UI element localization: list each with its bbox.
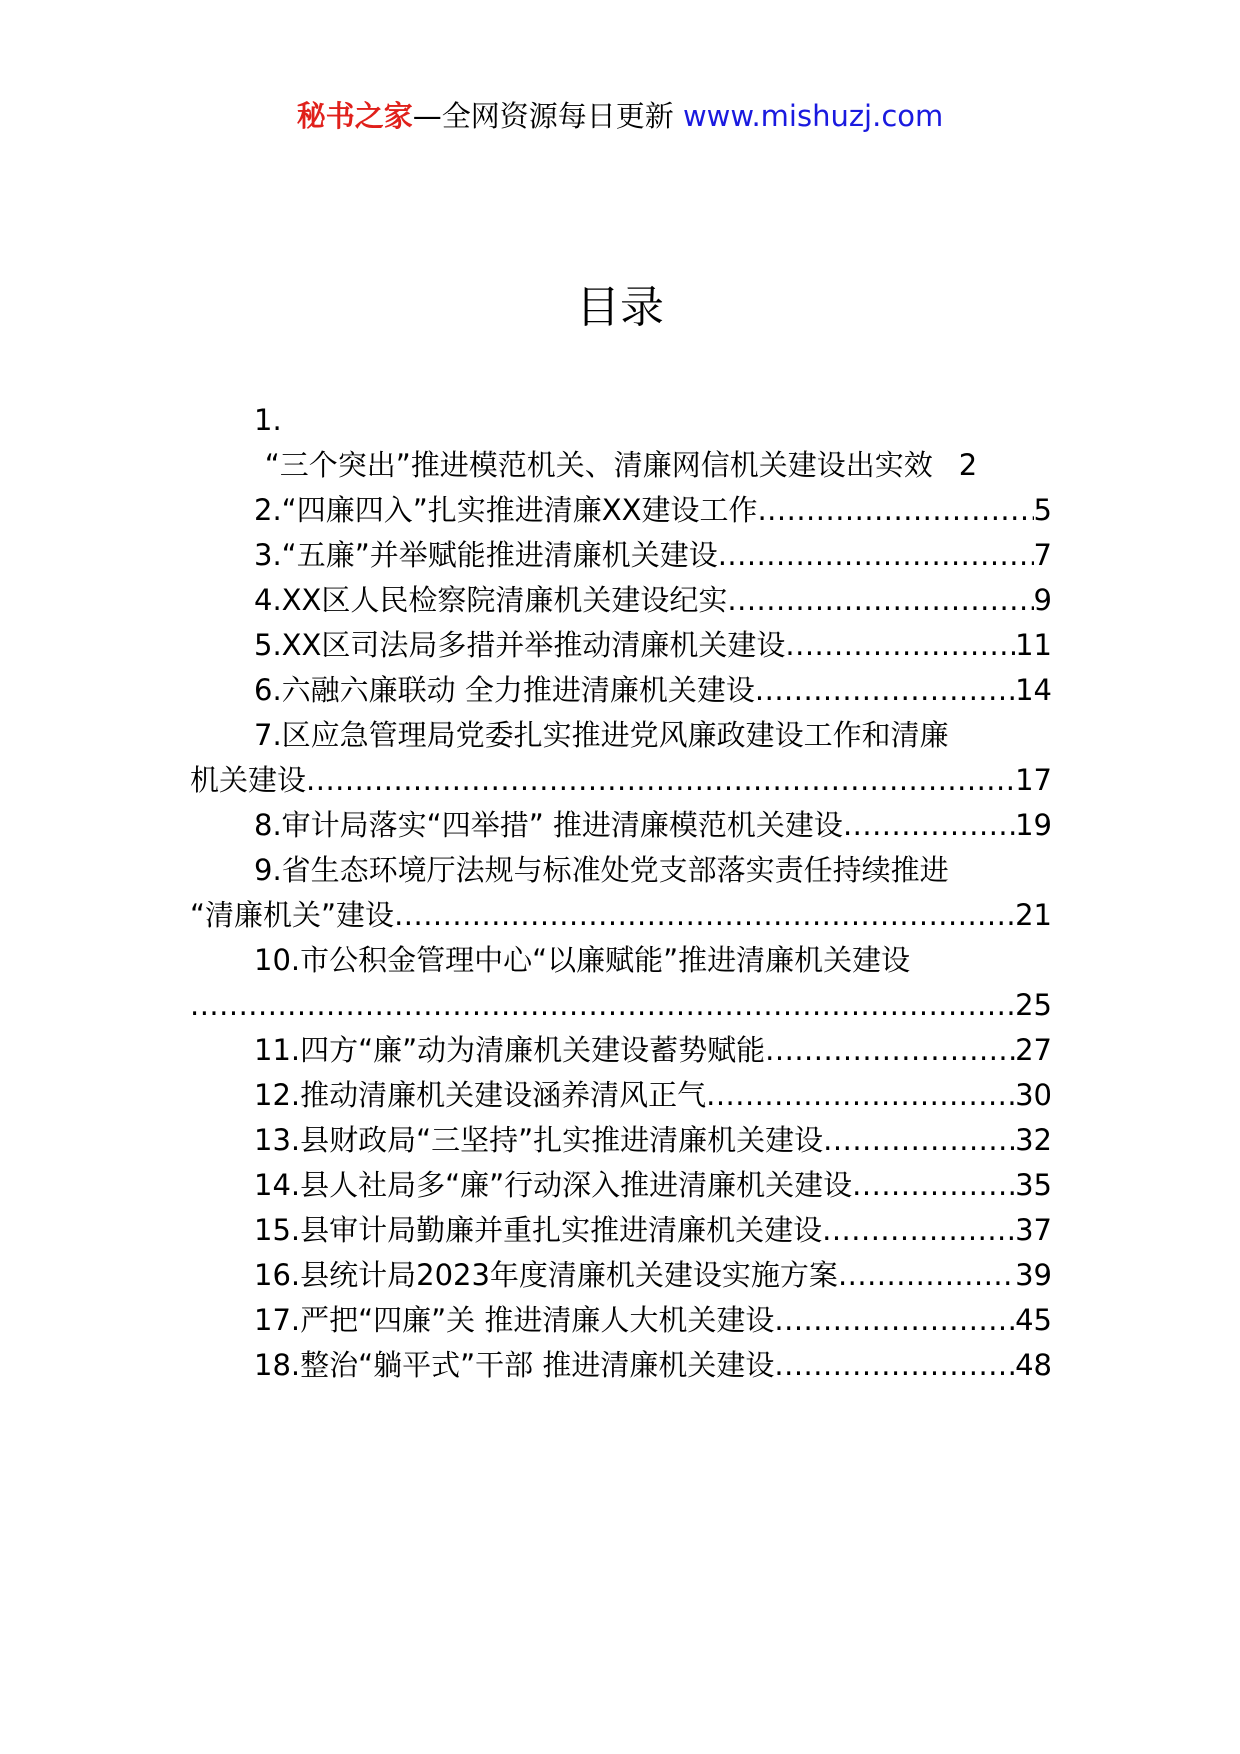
site-tagline: —全网资源每日更新 [412, 99, 674, 133]
toc-entry-page: 27 [1015, 1033, 1052, 1067]
toc-entry-1[interactable] [190, 443, 1052, 488]
toc-entry-9-continuation[interactable] [190, 893, 1052, 938]
toc-entry-3[interactable] [190, 533, 1052, 578]
toc-entry-1-number[interactable]: 1. [254, 403, 282, 437]
dot-leader [190, 983, 1015, 1028]
toc-entry-page: 37 [1015, 1213, 1052, 1247]
dot-leader [823, 1118, 1015, 1163]
dot-leader [706, 1073, 1015, 1118]
dot-leader [785, 623, 1015, 668]
site-url-link[interactable]: www.mishuzj.com [682, 99, 944, 133]
toc-entry-11[interactable] [190, 1028, 1052, 1073]
site-header [0, 94, 1240, 135]
toc-entry-page: 39 [1015, 1258, 1052, 1292]
toc-entry-8[interactable] [190, 803, 1052, 848]
toc-entry-5[interactable] [190, 623, 1052, 668]
toc-entry-4[interactable] [190, 578, 1052, 623]
toc-entry-10-continuation[interactable] [190, 983, 1052, 1028]
dot-leader [852, 1163, 1015, 1208]
toc-entry-6[interactable] [190, 668, 1052, 713]
toc-entry-17[interactable] [190, 1298, 1052, 1343]
dot-leader [394, 893, 1015, 938]
toc-entry-title: 17.严把“四廉”关 推进清廉人大机关建设 [254, 1303, 775, 1337]
table-of-contents [190, 398, 1052, 1388]
toc-entry-title: 4.XX区人民检察院清廉机关建设纪实 [254, 583, 728, 617]
toc-entry-15[interactable] [190, 1208, 1052, 1253]
toc-entry-16[interactable] [190, 1253, 1052, 1298]
toc-entry-13[interactable] [190, 1118, 1052, 1163]
toc-entry-title: 15.县审计局勤廉并重扎实推进清廉机关建设 [254, 1213, 823, 1247]
toc-entry-page: 25 [1015, 988, 1052, 1022]
toc-entry-title: 5.XX区司法局多措并举推动清廉机关建设 [254, 628, 786, 662]
toc-entry-9[interactable]: 9.省生态环境厅法规与标准处党支部落实责任持续推进 [254, 853, 949, 887]
toc-entry-title: 6.六融六廉联动 全力推进清廉机关建设 [254, 673, 755, 707]
dot-leader [774, 1298, 1015, 1343]
dot-leader [843, 803, 1015, 848]
toc-entry-page: 32 [1015, 1123, 1052, 1157]
toc-entry-10[interactable]: 10.市公积金管理中心“以廉赋能”推进清廉机关建设 [254, 943, 911, 977]
toc-entry-title: 14.县人社局多“廉”行动深入推进清廉机关建设 [254, 1168, 853, 1202]
toc-entry-title-cont: 机关建设 [190, 763, 307, 797]
toc-entry-page: 11 [1015, 628, 1052, 662]
dot-leader [727, 578, 1033, 623]
toc-entry-7-continuation[interactable] [190, 758, 1052, 803]
toc-entry-title: 12.推动清廉机关建设涵养清风正气 [254, 1078, 707, 1112]
toc-title: 目录 [576, 282, 664, 333]
toc-entry-title: 18.整治“躺平式”干部 推进清廉机关建设 [254, 1348, 775, 1382]
toc-entry-page: 30 [1015, 1078, 1052, 1112]
toc-entry-page: 48 [1015, 1348, 1052, 1382]
toc-entry-title: 2.“四廉四入”扎实推进清廉XX建设工作 [254, 493, 758, 527]
toc-entry-title: 11.四方“廉”动为清廉机关建设蓄势赋能 [254, 1033, 766, 1067]
toc-entry-1-title: “三个突出”推进模范机关、清廉网信机关建设出实效 [264, 448, 933, 482]
toc-entry-title-cont: “清廉机关”建设 [190, 898, 395, 932]
toc-entry-2[interactable] [190, 488, 1052, 533]
toc-entry-7[interactable]: 7.区应急管理局党委扎实推进党风廉政建设工作和清廉 [254, 718, 949, 752]
toc-entry-title: 16.县统计局2023年度清廉机关建设实施方案 [254, 1258, 838, 1292]
toc-entry-14[interactable] [190, 1163, 1052, 1208]
toc-entry-page: 14 [1015, 673, 1052, 707]
toc-entry-1-page: 2 [958, 448, 978, 482]
toc-entry-page: 17 [1015, 763, 1052, 797]
toc-entry-page: 5 [1033, 493, 1052, 527]
dot-leader [755, 668, 1015, 713]
dot-leader [838, 1253, 1015, 1298]
toc-entry-page: 19 [1015, 808, 1052, 842]
toc-entry-page: 21 [1015, 898, 1052, 932]
site-brand: 秘书之家 [296, 99, 413, 133]
dot-leader [306, 758, 1015, 803]
toc-entry-title: 13.县财政局“三坚持”扎实推进清廉机关建设 [254, 1123, 824, 1157]
toc-entry-page: 35 [1015, 1168, 1052, 1202]
toc-entry-title: 8.审计局落实“四举措” 推进清廉模范机关建设 [254, 808, 843, 842]
toc-entry-page: 7 [1033, 538, 1052, 572]
dot-leader [822, 1208, 1015, 1253]
dot-leader [774, 1343, 1015, 1388]
dot-leader [757, 488, 1033, 533]
toc-entry-title: 3.“五廉”并举赋能推进清廉机关建设 [254, 538, 718, 572]
toc-entry-12[interactable] [190, 1073, 1052, 1118]
toc-entry-page: 45 [1015, 1303, 1052, 1337]
dot-leader [765, 1028, 1015, 1073]
toc-entry-page: 9 [1033, 583, 1052, 617]
toc-entry-18[interactable] [190, 1343, 1052, 1388]
dot-leader [718, 533, 1034, 578]
